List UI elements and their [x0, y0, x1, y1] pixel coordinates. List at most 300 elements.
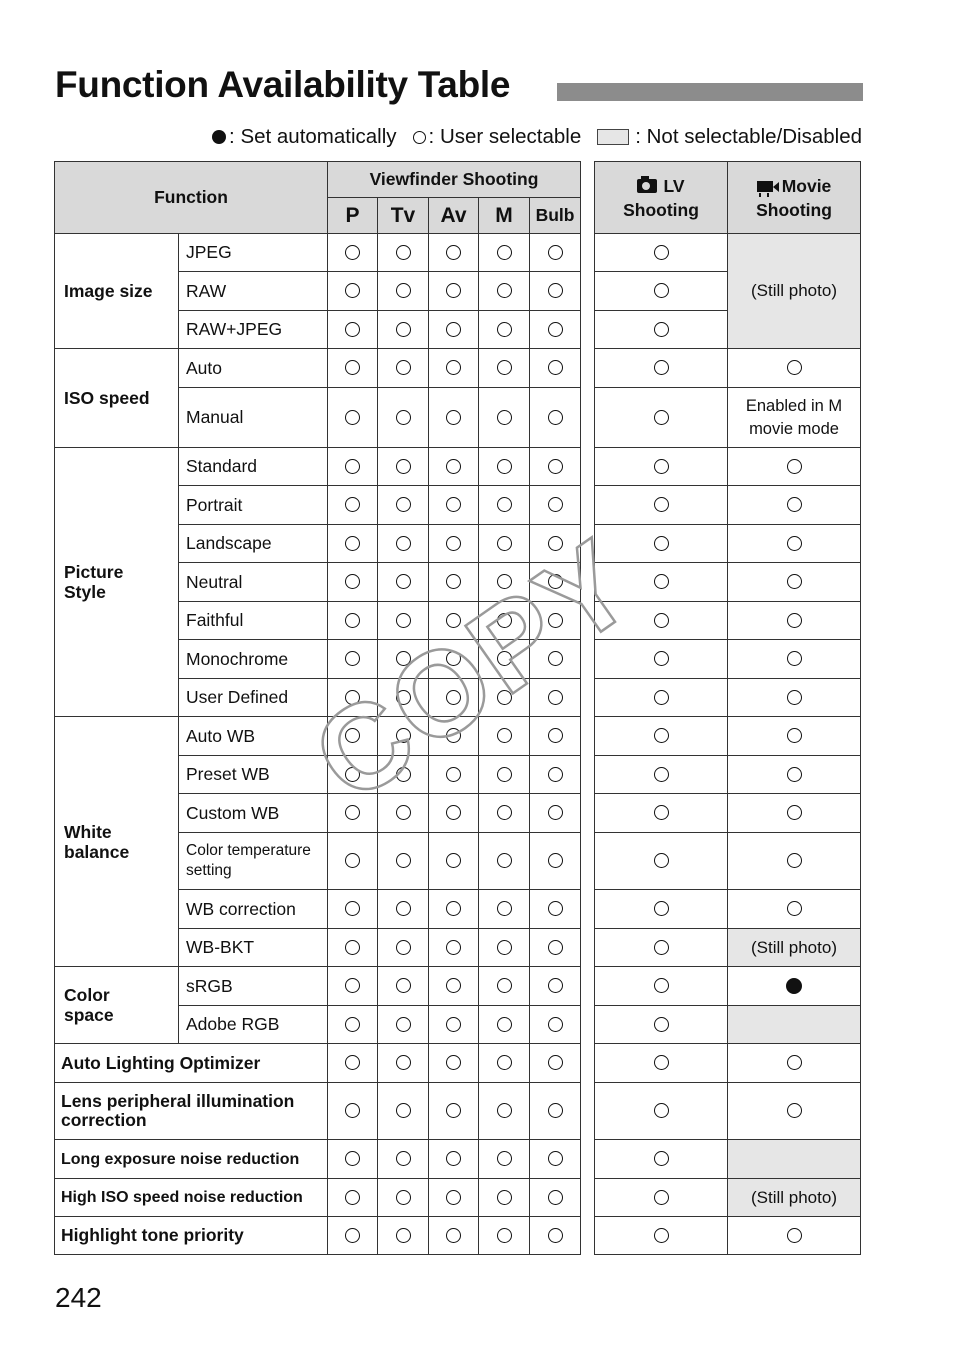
mode-cell — [328, 679, 378, 717]
open-circle-icon — [654, 940, 669, 955]
open-circle-icon — [787, 853, 802, 868]
lv-cell — [595, 311, 728, 349]
mode-p: P — [328, 198, 378, 234]
open-circle-icon — [396, 360, 411, 375]
open-circle-icon — [446, 901, 461, 916]
mode-cell — [479, 563, 530, 602]
group-white-balance: White balance — [55, 717, 179, 967]
mode-cell — [328, 349, 378, 388]
open-circle-icon — [787, 690, 802, 705]
open-circle-icon — [446, 613, 461, 628]
mode-cell — [328, 1140, 378, 1179]
open-circle-icon — [396, 853, 411, 868]
mode-cell — [530, 756, 581, 794]
mode-cell — [530, 929, 581, 967]
mode-cell — [530, 486, 581, 525]
open-circle-icon — [548, 1017, 563, 1032]
lv-cell — [595, 1179, 728, 1217]
lv-cell — [595, 756, 728, 794]
mode-cell — [429, 717, 479, 756]
open-circle-icon — [345, 853, 360, 868]
mode-cell — [328, 1044, 378, 1083]
mode-cell — [429, 388, 479, 448]
row-label: High ISO speed noise reduction — [55, 1179, 328, 1217]
row-label: Long exposure noise reduction — [55, 1140, 328, 1179]
mode-cell — [479, 1179, 530, 1217]
open-circle-icon — [787, 805, 802, 820]
open-circle-icon — [548, 245, 563, 260]
open-circle-icon — [396, 1017, 411, 1032]
open-circle-icon — [345, 574, 360, 589]
open-circle-icon — [787, 728, 802, 743]
open-circle-icon — [396, 805, 411, 820]
mode-cell — [429, 679, 479, 717]
open-circle-icon — [396, 690, 411, 705]
open-circle-icon — [345, 360, 360, 375]
open-circle-icon — [446, 322, 461, 337]
lv-cell — [595, 602, 728, 640]
open-circle-icon — [548, 805, 563, 820]
mode-cell — [429, 1083, 479, 1140]
open-circle-icon — [654, 728, 669, 743]
legend-auto — [212, 125, 397, 149]
open-circle-icon — [446, 497, 461, 512]
open-circle-icon — [654, 574, 669, 589]
open-circle-icon — [654, 978, 669, 993]
mode-cell — [378, 1140, 429, 1179]
open-circle-icon — [345, 1190, 360, 1205]
open-circle-icon — [396, 613, 411, 628]
open-circle-icon — [548, 360, 563, 375]
mode-cell — [479, 833, 530, 890]
group-iso-speed: ISO speed — [55, 349, 179, 448]
open-circle-icon — [446, 1151, 461, 1166]
mode-cell — [530, 602, 581, 640]
lv-cell — [595, 1217, 728, 1255]
page-title: Function Availability Table — [55, 64, 511, 105]
lv-cell — [595, 234, 728, 272]
open-circle-icon — [548, 978, 563, 993]
open-circle-icon — [413, 131, 426, 144]
open-circle-icon — [446, 1228, 461, 1243]
lv-cell — [595, 1006, 728, 1044]
open-circle-icon — [345, 651, 360, 666]
open-circle-icon — [345, 459, 360, 474]
open-circle-icon — [497, 651, 512, 666]
open-circle-icon — [497, 1103, 512, 1118]
open-circle-icon — [446, 805, 461, 820]
mode-cell — [530, 679, 581, 717]
mode-cell — [429, 1140, 479, 1179]
open-circle-icon — [446, 1190, 461, 1205]
mode-cell — [429, 234, 479, 272]
open-circle-icon — [396, 901, 411, 916]
open-circle-icon — [654, 805, 669, 820]
movie-cell — [728, 640, 861, 679]
mode-cell — [328, 717, 378, 756]
open-circle-icon — [497, 1151, 512, 1166]
open-circle-icon — [446, 978, 461, 993]
mode-cell — [530, 349, 581, 388]
lv-cell — [595, 1083, 728, 1140]
legend-disabled — [597, 125, 862, 149]
mode-cell — [429, 1217, 479, 1255]
open-circle-icon — [787, 901, 802, 916]
mode-cell — [328, 1083, 378, 1140]
open-circle-icon — [497, 805, 512, 820]
open-circle-icon — [345, 1103, 360, 1118]
mode-cell — [378, 756, 429, 794]
open-circle-icon — [787, 1103, 802, 1118]
open-circle-icon — [497, 613, 512, 628]
open-circle-icon — [446, 283, 461, 298]
open-circle-icon — [787, 536, 802, 551]
row-label: Color temperature setting — [179, 833, 328, 890]
mode-cell — [530, 717, 581, 756]
open-circle-icon — [446, 651, 461, 666]
mode-cell — [378, 486, 429, 525]
movie-cell: Enabled in M movie mode — [728, 388, 861, 448]
movie-cell — [728, 1140, 861, 1179]
viewfinder-table — [54, 161, 581, 1255]
mode-cell — [530, 890, 581, 929]
mode-cell — [328, 967, 378, 1006]
lv-cell — [595, 833, 728, 890]
mode-cell — [479, 525, 530, 563]
mode-cell — [429, 890, 479, 929]
open-circle-icon — [345, 1151, 360, 1166]
open-circle-icon — [497, 1190, 512, 1205]
legend-disabled-label: : Not selectable/Disabled — [635, 125, 862, 148]
open-circle-icon — [654, 1151, 669, 1166]
mode-cell — [328, 890, 378, 929]
mode-cell — [429, 563, 479, 602]
open-circle-icon — [548, 322, 563, 337]
mode-cell — [328, 833, 378, 890]
movie-cell — [728, 1083, 861, 1140]
mode-cell — [378, 272, 429, 311]
movie-cell — [728, 794, 861, 833]
mode-cell — [429, 486, 479, 525]
open-circle-icon — [548, 1151, 563, 1166]
row-label: Faithful — [179, 602, 328, 640]
movie-cell — [728, 756, 861, 794]
mode-cell — [378, 311, 429, 349]
open-circle-icon — [446, 536, 461, 551]
open-circle-icon — [548, 767, 563, 782]
open-circle-icon — [396, 410, 411, 425]
mode-cell — [378, 602, 429, 640]
filled-circle-icon — [212, 130, 226, 144]
mode-cell — [429, 448, 479, 486]
mode-cell — [530, 311, 581, 349]
mode-cell — [479, 486, 530, 525]
open-circle-icon — [446, 245, 461, 260]
mode-cell — [328, 525, 378, 563]
open-circle-icon — [654, 1055, 669, 1070]
movie-cell — [728, 717, 861, 756]
mode-cell — [429, 1044, 479, 1083]
open-circle-icon — [396, 767, 411, 782]
open-circle-icon — [654, 497, 669, 512]
row-label: Auto WB — [179, 717, 328, 756]
mode-cell — [328, 794, 378, 833]
lv-movie-table — [594, 161, 861, 1255]
mode-cell — [378, 1179, 429, 1217]
movie-cell — [728, 1006, 861, 1044]
open-circle-icon — [396, 459, 411, 474]
open-circle-icon — [345, 1228, 360, 1243]
grey-swatch-icon — [597, 129, 629, 145]
lv-cell — [595, 388, 728, 448]
row-label: Standard — [179, 448, 328, 486]
mode-cell — [479, 929, 530, 967]
lv-cell — [595, 1044, 728, 1083]
open-circle-icon — [446, 360, 461, 375]
row-label: Portrait — [179, 486, 328, 525]
open-circle-icon — [497, 410, 512, 425]
mode-cell — [429, 1006, 479, 1044]
open-circle-icon — [548, 613, 563, 628]
open-circle-icon — [497, 1055, 512, 1070]
movie-cell — [728, 967, 861, 1006]
row-label: WB correction — [179, 890, 328, 929]
open-circle-icon — [396, 978, 411, 993]
row-label: Custom WB — [179, 794, 328, 833]
mode-m: M — [479, 198, 530, 234]
mode-cell — [328, 448, 378, 486]
mode-cell — [378, 563, 429, 602]
mode-cell — [429, 833, 479, 890]
open-circle-icon — [654, 613, 669, 628]
open-circle-icon — [787, 1228, 802, 1243]
mode-cell — [530, 640, 581, 679]
mode-cell — [378, 794, 429, 833]
mode-cell — [479, 1044, 530, 1083]
open-circle-icon — [497, 497, 512, 512]
row-label: RAW — [179, 272, 328, 311]
mode-cell — [479, 1217, 530, 1255]
mode-cell — [479, 388, 530, 448]
movie-cell — [728, 1217, 861, 1255]
open-circle-icon — [548, 283, 563, 298]
mode-cell — [328, 929, 378, 967]
open-circle-icon — [396, 940, 411, 955]
mode-cell — [328, 486, 378, 525]
open-circle-icon — [345, 283, 360, 298]
open-circle-icon — [345, 805, 360, 820]
legend — [212, 125, 862, 149]
open-circle-icon — [654, 1190, 669, 1205]
mode-cell — [530, 1179, 581, 1217]
open-circle-icon — [548, 690, 563, 705]
mode-cell — [378, 640, 429, 679]
open-circle-icon — [446, 1103, 461, 1118]
legend-user-label: : User selectable — [428, 125, 582, 148]
open-circle-icon — [345, 978, 360, 993]
movie-cell: (Still photo) — [728, 1179, 861, 1217]
mode-cell — [429, 640, 479, 679]
open-circle-icon — [345, 536, 360, 551]
open-circle-icon — [548, 536, 563, 551]
viewfinder-header: Viewfinder Shooting — [328, 162, 581, 198]
filled-circle-icon — [786, 978, 802, 994]
mode-cell — [378, 1044, 429, 1083]
row-label: Monochrome — [179, 640, 328, 679]
mode-cell — [328, 272, 378, 311]
mode-cell — [378, 929, 429, 967]
lv-cell — [595, 794, 728, 833]
mode-cell — [479, 234, 530, 272]
mode-bulb: Bulb — [530, 198, 581, 234]
row-label: Manual — [179, 388, 328, 448]
mode-cell — [378, 1083, 429, 1140]
lv-cell — [595, 1140, 728, 1179]
title-rule — [557, 83, 863, 101]
open-circle-icon — [497, 536, 512, 551]
row-label: Preset WB — [179, 756, 328, 794]
mode-cell — [530, 563, 581, 602]
mode-cell — [328, 234, 378, 272]
open-circle-icon — [446, 410, 461, 425]
open-circle-icon — [497, 728, 512, 743]
mode-cell — [530, 833, 581, 890]
open-circle-icon — [396, 1151, 411, 1166]
open-circle-icon — [787, 1055, 802, 1070]
open-circle-icon — [345, 728, 360, 743]
mode-cell — [479, 448, 530, 486]
mode-cell — [378, 679, 429, 717]
mode-cell — [378, 349, 429, 388]
open-circle-icon — [654, 651, 669, 666]
mode-cell — [328, 640, 378, 679]
open-circle-icon — [497, 690, 512, 705]
open-circle-icon — [654, 1103, 669, 1118]
open-circle-icon — [548, 410, 563, 425]
camera-icon — [637, 179, 657, 193]
movie-cell — [728, 563, 861, 602]
movie-cell — [728, 486, 861, 525]
open-circle-icon — [787, 767, 802, 782]
open-circle-icon — [497, 360, 512, 375]
open-circle-icon — [396, 728, 411, 743]
open-circle-icon — [548, 497, 563, 512]
lv-cell — [595, 890, 728, 929]
mode-cell — [429, 349, 479, 388]
lv-cell — [595, 640, 728, 679]
open-circle-icon — [396, 283, 411, 298]
open-circle-icon — [787, 613, 802, 628]
open-circle-icon — [654, 1017, 669, 1032]
mode-cell — [530, 1140, 581, 1179]
mode-cell — [429, 967, 479, 1006]
open-circle-icon — [497, 574, 512, 589]
open-circle-icon — [654, 901, 669, 916]
open-circle-icon — [446, 1017, 461, 1032]
open-circle-icon — [497, 940, 512, 955]
mode-cell — [479, 890, 530, 929]
mode-cell — [378, 1217, 429, 1255]
open-circle-icon — [396, 1190, 411, 1205]
mode-cell — [479, 349, 530, 388]
open-circle-icon — [654, 283, 669, 298]
open-circle-icon — [497, 283, 512, 298]
mode-cell — [479, 1083, 530, 1140]
movie-cell — [728, 349, 861, 388]
lv-cell — [595, 525, 728, 563]
open-circle-icon — [345, 322, 360, 337]
watermark-text: COPY — [290, 513, 659, 828]
mode-cell — [328, 602, 378, 640]
open-circle-icon — [497, 1017, 512, 1032]
mode-cell — [378, 448, 429, 486]
row-label: Auto Lighting Optimizer — [55, 1044, 328, 1083]
legend-auto-label: : Set automatically — [229, 125, 397, 148]
open-circle-icon — [345, 245, 360, 260]
mode-cell — [378, 833, 429, 890]
movie-cell — [728, 890, 861, 929]
open-circle-icon — [654, 410, 669, 425]
open-circle-icon — [396, 1228, 411, 1243]
open-circle-icon — [548, 459, 563, 474]
open-circle-icon — [396, 1103, 411, 1118]
open-circle-icon — [396, 574, 411, 589]
open-circle-icon — [497, 322, 512, 337]
mode-cell — [429, 602, 479, 640]
movie-cell — [728, 525, 861, 563]
mode-cell — [378, 890, 429, 929]
mode-cell — [530, 525, 581, 563]
open-circle-icon — [497, 901, 512, 916]
open-circle-icon — [548, 853, 563, 868]
open-circle-icon — [446, 728, 461, 743]
open-circle-icon — [396, 651, 411, 666]
mode-cell — [378, 1006, 429, 1044]
lv-cell — [595, 679, 728, 717]
movie-cell — [728, 679, 861, 717]
open-circle-icon — [548, 1228, 563, 1243]
mode-cell — [530, 1083, 581, 1140]
row-label: Adobe RGB — [179, 1006, 328, 1044]
mode-cell — [378, 234, 429, 272]
mode-cell — [429, 272, 479, 311]
row-label: RAW+JPEG — [179, 311, 328, 349]
open-circle-icon — [446, 1055, 461, 1070]
mode-cell — [479, 272, 530, 311]
open-circle-icon — [548, 940, 563, 955]
mode-cell — [530, 794, 581, 833]
open-circle-icon — [396, 322, 411, 337]
open-circle-icon — [345, 410, 360, 425]
mode-cell — [479, 756, 530, 794]
row-label: Auto — [179, 349, 328, 388]
open-circle-icon — [497, 1228, 512, 1243]
mode-cell — [479, 602, 530, 640]
mode-cell — [530, 1006, 581, 1044]
open-circle-icon — [396, 245, 411, 260]
open-circle-icon — [446, 767, 461, 782]
function-header: Function — [55, 162, 328, 234]
open-circle-icon — [654, 767, 669, 782]
open-circle-icon — [787, 651, 802, 666]
mode-cell — [328, 1006, 378, 1044]
mode-cell — [530, 448, 581, 486]
open-circle-icon — [654, 1228, 669, 1243]
page-number: 242 — [55, 1282, 102, 1313]
group-color-space: Color space — [55, 967, 179, 1044]
open-circle-icon — [446, 459, 461, 474]
row-label: Landscape — [179, 525, 328, 563]
